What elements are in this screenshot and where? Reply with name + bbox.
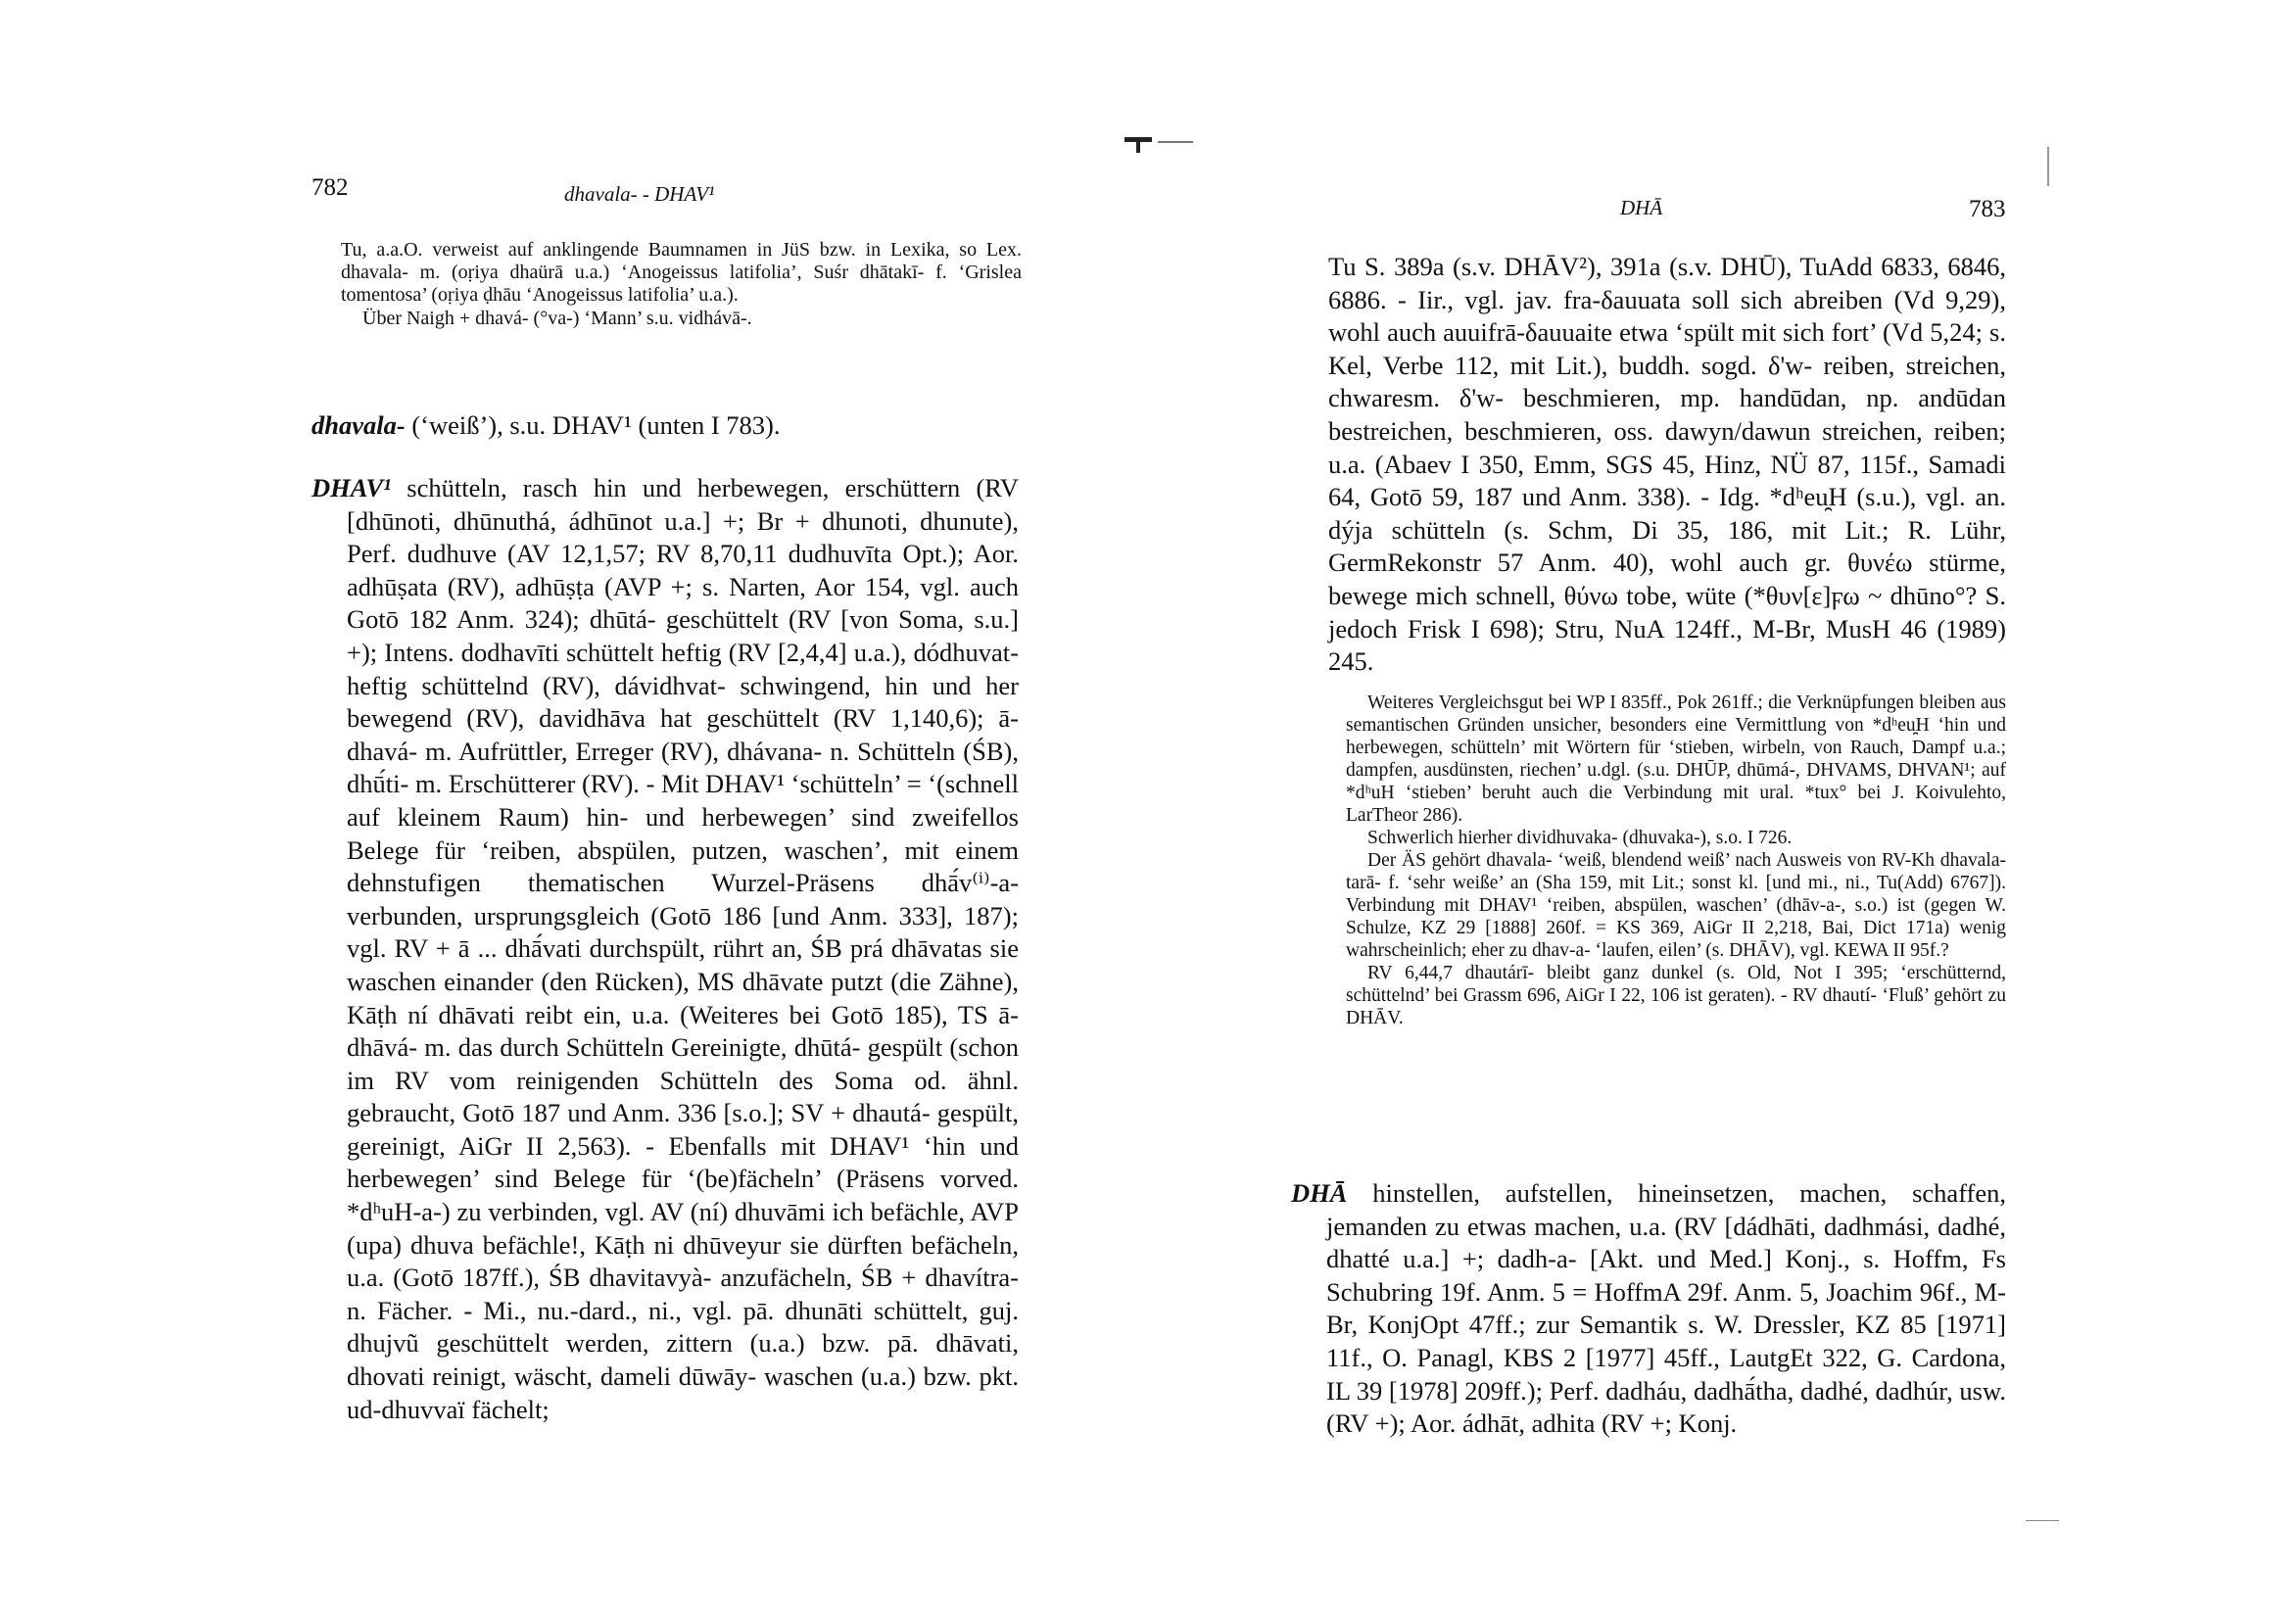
entry-dhav1 — [311, 472, 1019, 1426]
entry-text: Tu S. 389a (s.v. DHĀV²), 391a (s.v. DHŪ), TuAdd 6833, 6846, 6886. - Iir., vgl. jav. fra-δauuata soll sich abreiben (Vd 9,29), wohl auch auuifrā-δauuaite etwa ‘spült mit sich fort’ (Vd 5,24; s. Kel, Verbe 112, mit Lit.), buddh. sogd. δ'w- reiben, streichen, chwaresm. δ'w- beschmieren, mp. handūdan, np. andūdan bestreichen, beschmieren, oss. dawyn/dawun streichen, reiben; u.a. (Abaev I 350, Emm, SGS 45, Hinz, NÜ 87, 115f., Samadi 64, Gotō 59, 187 und Anm. 338). - Idg. *dʰeu̯H (s.u.), vgl. an. dýja schütteln (s. Schm, Di 35, 186, mit Lit.; R. Lühr, GermRekonstr 57 Anm. 40), wohl auch gr. θυνέω stürme, bewege mich schnell, θύνω tobe, wüte (*θυν[ε]ϝω ~ dhūno°? S. jedoch Frisk I 698); Stru, NuA 124ff., M-Br, MusH 46 (1989) 245. — [1328, 252, 2006, 677]
page-number: 782 — [311, 174, 349, 201]
entry-dha — [1291, 1177, 2006, 1441]
note-paragraph: Schwerlich hierher dividhuvaka- (dhuvaka-), s.o. I 726. — [1367, 828, 1793, 848]
notes-block — [341, 239, 1022, 330]
scan-mark — [2026, 1520, 2059, 1521]
running-head: dhavala- - DHAV¹ — [564, 182, 715, 206]
entry-text: (‘weiß’), s.u. DHAV¹ (unten I 783). — [411, 410, 781, 440]
entry-continuation — [1328, 251, 2006, 679]
page-number: 783 — [1969, 196, 2006, 222]
note-paragraph: Tu, a.a.O. verweist auf anklingende Baumnamen in JüS bzw. in Lexika, so Lex. dhavala- m. (oṛiya dhaürā u.a.) ‘Anogeissus latifolia’, Suśr dhātakī- f. ‘Grislea tomentosa’ (oṛiya ḍhāu ‘Anogeissus latifolia’ u.a.). — [341, 239, 1022, 307]
entry-dhavala — [311, 409, 1019, 443]
note-paragraph: Weiteres Vergleichsgut bei WP I 835ff., Pok 261ff.; die Verknüpfungen bleiben aus semantischen Gründen unsicher, besonders eine Vermittlung von *dʰeu̯H ‘hin und herbewegen, schütteln’ mit Wörtern für ‘stieben, wirbeln, von Rauch, Dampf u.a.; dampfen, ausdünsten, riechen’ u.dgl. (s.u. DHŪP, dhūmá-, DHVAMS, DHVAN¹; auf *dʰuH ‘stieben’ beruht auch die Verbindung mit ural. *tux° bei J. Koivulehto, LarTheor 286). — [1346, 692, 2006, 826]
entry-text: hinstellen, aufstellen, hineinsetzen, machen, schaffen, jemanden zu etwas machen, u.a. (RV [dádhāti, dadhmási, dadhé, dhatté u.a.] +; dadh-a- [Akt. und Med.] Konj., s. Hoffm, Fs Schubring 19f. Anm. 5 = HoffmA 29f. Anm. 5, Joachim 96f., M-Br, KonjOpt 47ff.; zur Semantik s. W. Dressler, KZ 85 [1971] 11f., O. Panagl, KBS 2 [1977] 45ff., LautgEt 322, G. Cardona, IL 39 [1978] 209ff.); Perf. dadháu, dadhā́tha, dadhé, dadhúr, usw. (RV +); Aor. ádhāt, adhita (RV +; Konj. — [1326, 1178, 2006, 1439]
scan-mark — [2047, 147, 2049, 186]
entry-lemma: DHAV¹ — [311, 473, 392, 502]
note-paragraph: Der ÄS gehört dhavala- ‘weiß, blendend weiß’ nach Ausweis von RV-Kh dhavala-tarā- f. ‘sehr weiße’ an (Sha 159, mit Lit.; sonst kl. [und mi., ni., Tu(Add) 6767]). Verbindung mit DHAV¹ ‘reiben, abspülen, waschen’ (dhāv-a-, s.o.) ist (gegen W. Schulze, KZ 29 [1888] 260f. = KS 369, AiGr II 2,218, Bai, Dict 171a) wenig wahrscheinlich; eher zu dhav-a- ‘laufen, eilen’ (s. DHĀV), vgl. KEWA II 95f.? — [1346, 850, 2006, 961]
notes-block — [1346, 692, 2006, 1029]
running-head: DHĀ — [1620, 196, 1663, 219]
scan-mark — [1136, 141, 1140, 153]
note-paragraph: RV 6,44,7 dhautárī- bleibt ganz dunkel (s. Old, Not I 395; ‘erschütternd, schüttelnd’ bei Grassm 696, AiGr I 22, 106 ist geraten). - RV dhautí- ‘Fluß’ gehört zu DHĀV. — [1346, 963, 2006, 1028]
entry-lemma: dhavala- — [311, 410, 406, 440]
scan-mark — [1158, 141, 1193, 143]
entry-text: schütteln, rasch hin und herbewegen, erschüttern (RV [dhūnoti, dhūnuthá, ádhūnot u.a.] +; Br + dhunoti, dhunute), Perf. dudhuve (AV 12,1,57; RV 8,70,11 dudhuvīta Opt.); Aor. adhūṣata (RV), adhūṣṭa (AVP +; s. Narten, Aor 154, vgl. auch Gotō 182 Anm. 324); dhūtá- geschüttelt (RV [von Soma, s.u.] +); Intens. dodhavīti schüttelt heftig (RV [2,4,4] u.a.), dódhuvat- heftig schüttelnd (RV), dávidhvat- schwingend, hin und her bewegend (RV), davidhāva hat geschüttelt (RV 1,140,6); ā-dhavá- m. Aufrüttler, Erreger (RV), dhávana- n. Schütteln (ŚB), dhū́ti- m. Erschütterer (RV). - Mit DHAV¹ ‘schütteln’ = ‘(schnell auf kleinem Raum) hin- und herbewegen’ sind zweifellos Belege für ‘reiben, abspülen, putzen, waschen’, mit einem dehnstufigen thematischen Wurzel-Präsens dhā́v⁽ⁱ⁾-a- verbunden, ursprungsgleich (Gotō 186 [und Anm. 333], 187); vgl. RV + ā ... dhā́vati durchspült, rührt an, ŚB prá dhāvatas sie waschen einander (den Rücken), MS dhāvate putzt (die Zähne), Kāṭh ní dhāvati reibt ein, u.a. (Weiteres bei Gotō 185), TS ā-dhāvá- m. das durch Schütteln Gereinigte, dhūtá- gespült (schon im RV vom reinigenden Schütteln des Soma od. ähnl. gebraucht, Gotō 187 und Anm. 336 [s.o.]; SV + dhautá- gespült, gereinigt, AiGr II 2,563). - Ebenfalls mit DHAV¹ ‘hin und herbewegen’ sind Belege für ‘(be)fächeln’ (Präsens vorved. *dʰuH-a-) zu verbinden, vgl. AV (ní) dhuvāmi ich befächle, AVP (upa) dhuva befächle!, Kāṭh ni dhūveyur sie dürften befächeln, u.a. (Gotō 187ff.), ŚB dhavitavyà- anzufächeln, ŚB + dhavítra- n. Fächer. - Mi., nu.-dard., ni., vgl. pā. dhunāti schüttelt, guj. dhujvũ geschüttelt werden, zittern (u.a.) bzw. pā. dhāvati, dhovati reinigt, wäscht, dameli dūwāy- waschen (u.a.) bzw. pkt. ud-dhuvvaï fächelt; — [347, 473, 1019, 1424]
note-paragraph: Über Naigh + dhavá- (°va-) ‘Mann’ s.u. vidhávā-. — [362, 307, 752, 329]
entry-lemma: DHĀ — [1291, 1178, 1348, 1208]
